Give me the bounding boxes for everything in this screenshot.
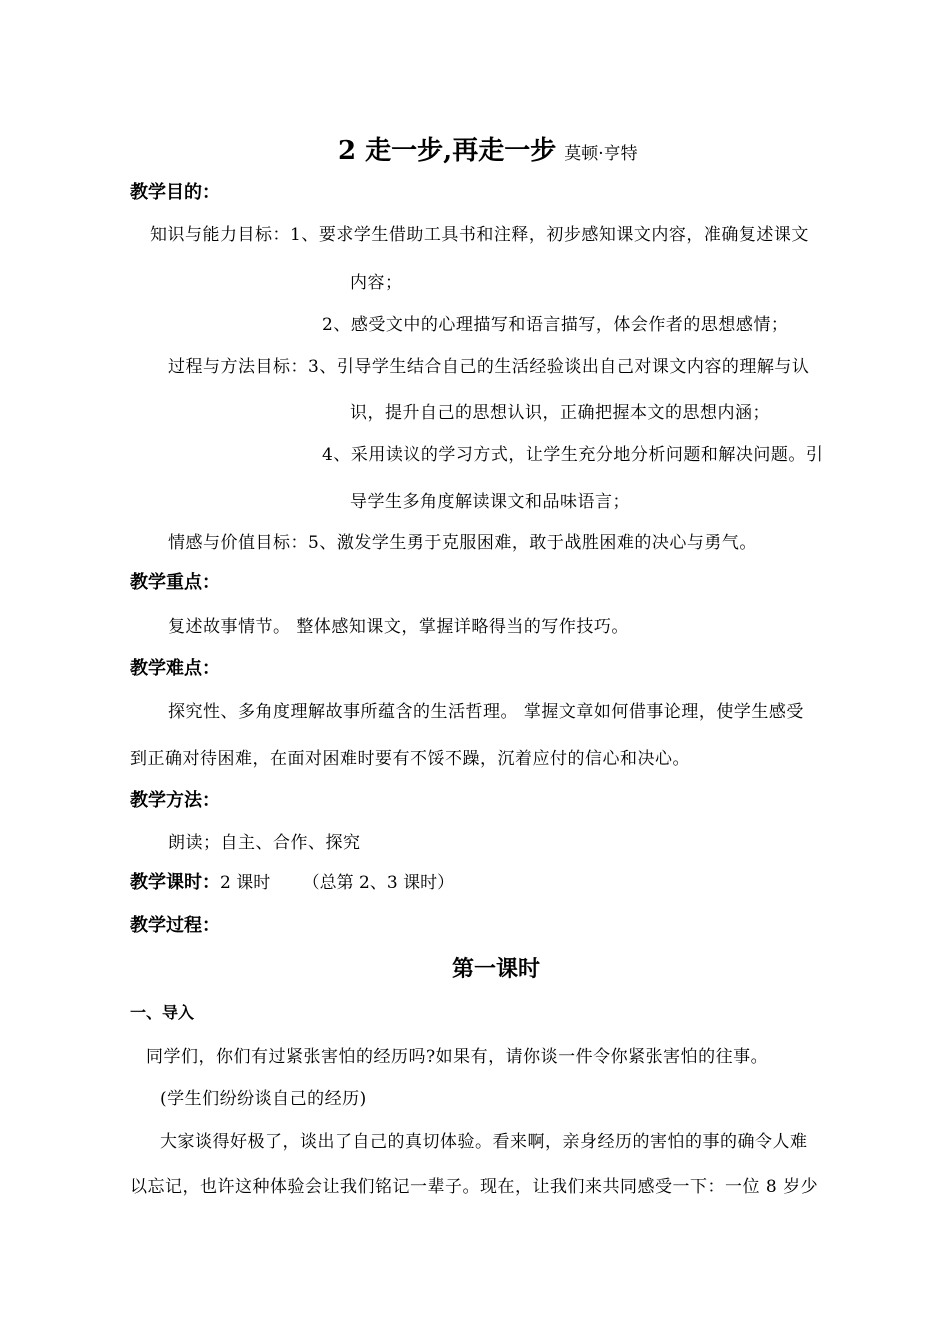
intro-paragraph-1: 同学们，你们有过紧张害怕的经历吗?如果有，请你谈一件令你紧张害怕的往事。 <box>146 1047 769 1067</box>
intro-paragraph-3-line-1: 大家谈得好极了，谈出了自己的真切体验。看来啊，亲身经历的害怕的事的确令人难 <box>160 1132 808 1152</box>
focus-heading: 教学重点： <box>130 572 220 593</box>
process-label: 过程与方法目标： <box>168 357 308 377</box>
difficulty-heading: 教学难点： <box>130 658 220 679</box>
title-main: 2 走一步,再走一步 <box>338 136 557 166</box>
intro-paragraph-2: (学生们纷纷谈自己的经历) <box>160 1089 367 1109</box>
process-objective-line <box>168 352 809 377</box>
knowledge-label: 知识与能力目标： <box>150 225 290 245</box>
objectives-heading: 教学目的： <box>130 182 220 203</box>
method-heading: 教学方法： <box>130 790 220 811</box>
objective-item-5: 5、激发学生勇于克服困难，敢于战胜困难的决心与勇气。 <box>308 533 757 553</box>
lesson-heading: 第一课时 <box>452 957 541 982</box>
difficulty-line-2: 到正确对待困难，在面对困难时要有不馁不躁，沉着应付的信心和决心。 <box>130 749 690 769</box>
document-title <box>338 130 638 167</box>
objective-item-2: 2、感受文中的心理描写和语言描写，体会作者的思想感情； <box>322 315 789 335</box>
hours-heading: 教学课时： <box>130 872 220 893</box>
objective-item-3: 3、引导学生结合自己的生活经验谈出自己对课文内容的理解与认 <box>308 357 810 377</box>
objective-item-4: 4、采用读议的学习方式，让学生充分地分析问题和解决问题。引 <box>322 445 824 465</box>
section-intro-heading: 一、导入 <box>130 1003 195 1022</box>
knowledge-objective-line <box>150 220 809 245</box>
objective-item-1: 1、要求学生借助工具书和注释，初步感知课文内容，准确复述课文 <box>290 225 809 245</box>
title-author: 莫顿·亨特 <box>564 144 638 164</box>
process-heading: 教学过程： <box>130 915 220 936</box>
difficulty-line-1: 探究性、多角度理解故事所蕴含的生活哲理。 掌握文章如何借事论理，使学生感受 <box>168 702 804 722</box>
emotion-label: 情感与价值目标： <box>168 533 308 553</box>
objective-item-1-cont: 内容； <box>350 273 403 293</box>
emotion-objective-line <box>168 528 757 553</box>
method-text: 朗读；自主、合作、探究 <box>168 833 361 853</box>
hours-line <box>130 868 454 894</box>
hours-text: 2 课时 （总第 2、3 课时） <box>220 873 455 893</box>
objective-item-3-cont: 识，提升自己的思想认识，正确把握本文的思想内涵； <box>350 403 770 423</box>
focus-text: 复述故事情节。 整体感知课文，掌握详略得当的写作技巧。 <box>168 617 629 637</box>
objective-item-4-cont: 导学生多角度解读课文和品味语言； <box>350 492 630 512</box>
intro-paragraph-3-line-2: 以忘记，也许这种体验会让我们铭记一辈子。现在，让我们来共同感受一下：一位 8 岁少 <box>130 1177 819 1197</box>
